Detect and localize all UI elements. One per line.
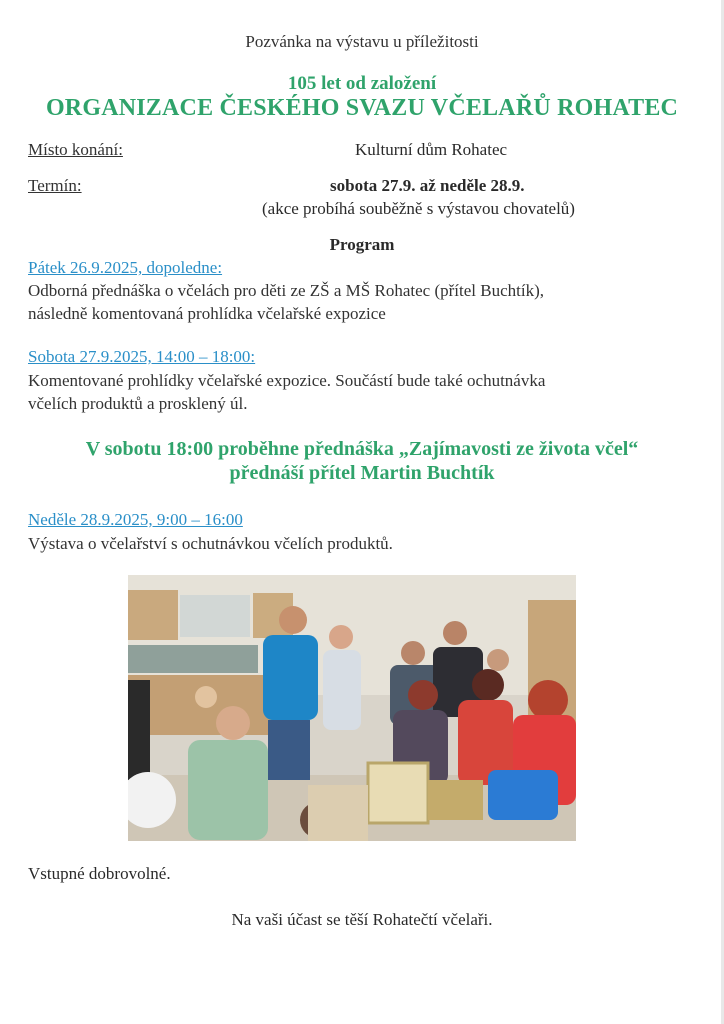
- term-note: (akce probíhá souběžně s výstavou chovatelů): [262, 199, 575, 218]
- schedule-line: včelích produktů a prosklený úl.: [28, 394, 248, 413]
- closing-line: Na vaši účast se těší Rohatečtí včelaři.: [231, 910, 493, 929]
- event-photo: [128, 575, 576, 841]
- venue-value: Kulturní dům Rohatec: [355, 140, 508, 159]
- program-title: Program: [329, 235, 395, 254]
- lecturer-highlight: přednáší přítel Martin Buchtík: [229, 462, 495, 484]
- entry-fee-note: Vstupné dobrovolné.: [28, 864, 171, 883]
- schedule-line: následně komentovaná prohlídka včelařské expozice: [28, 304, 386, 323]
- schedule-saturday-heading: Sobota 27.9.2025, 14:00 – 18:00:: [28, 347, 256, 366]
- schedule-line: Odborná přednáška o včelách pro děti ze ZŠ a MŠ Rohatec (přítel Buchtík),: [28, 281, 544, 300]
- schedule-friday-text: [28, 279, 668, 325]
- invitation-line: Pozvánka na výstavu u příležitosti: [245, 32, 479, 51]
- lecture-highlight: V sobotu 18:00 proběhne přednáška „Zajímavosti ze života včel“: [85, 438, 639, 460]
- venue-label: Místo konání:: [28, 140, 123, 159]
- schedule-saturday-text: [28, 369, 668, 415]
- organization-title: ORGANIZACE ČESKÉHO SVAZU VČELAŘŮ ROHATEC: [45, 95, 679, 121]
- schedule-friday-heading: Pátek 26.9.2025, dopoledne:: [28, 258, 223, 277]
- schedule-sunday-text: [28, 532, 668, 555]
- term-value: sobota 27.9. až neděle 28.9.: [330, 176, 525, 195]
- term-label: Termín:: [28, 176, 82, 195]
- anniversary-title: 105 let od založení: [287, 73, 437, 94]
- schedule-line: Výstava o včelařství s ochutnávkou včelích produktů.: [28, 534, 393, 553]
- schedule-sunday-heading: Neděle 28.9.2025, 9:00 – 16:00: [28, 510, 243, 529]
- schedule-line: Komentované prohlídky včelařské expozice. Součástí bude také ochutnávka: [28, 371, 546, 390]
